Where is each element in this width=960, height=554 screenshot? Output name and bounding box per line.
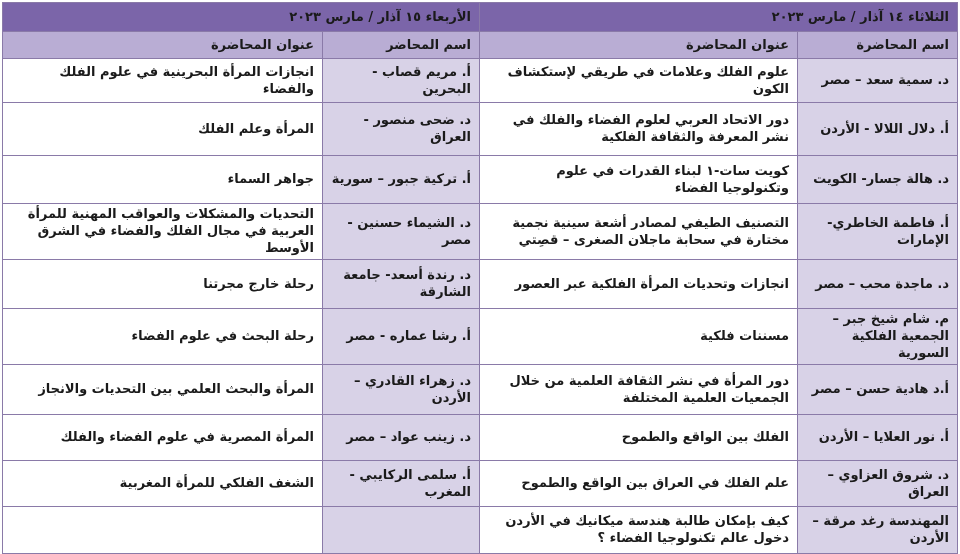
speaker-name-day2: أ. سلمى الركايبي - المغرب: [323, 461, 480, 507]
lecture-title-day2: رحلة البحث في علوم الفضاء: [3, 309, 323, 365]
speaker-name-day2: د. ضحى منصور - العراق: [323, 103, 480, 156]
lecture-schedule-table: [2, 2, 958, 554]
table-row: [3, 156, 958, 204]
speaker-name-day2: د. زينب عواد – مصر: [323, 415, 480, 461]
col-title-day1: عنوان المحاضرة: [480, 32, 798, 59]
col-speaker-day1: اسم المحاضرة: [798, 32, 958, 59]
table-row: [3, 103, 958, 156]
lecture-title-day1: دور المرأة في نشر الثقافة العلمية من خلال الجمعيات العلمية المختلفة: [480, 365, 798, 415]
speaker-name-day2: أ. مريم قصاب - البحرين: [323, 59, 480, 103]
table-row: [3, 461, 958, 507]
speaker-name-day2: د. زهراء القادري – الأردن: [323, 365, 480, 415]
table-row: [3, 415, 958, 461]
speaker-name-day1: د. هالة جسار- الكويت: [798, 156, 958, 204]
table-row: [3, 309, 958, 365]
col-speaker-day2: اسم المحاضر: [323, 32, 480, 59]
speaker-name-day1: أ. نور العلايا – الأردن: [798, 415, 958, 461]
lecture-title-day2: المرأة والبحث العلمي بين التحديات والانجاز: [3, 365, 323, 415]
lecture-title-day1: علم الفلك في العراق بين الواقع والطموح: [480, 461, 798, 507]
speaker-name-day2: [323, 507, 480, 554]
speaker-name-day2: د. رندة أسعد- جامعة الشارقة: [323, 260, 480, 309]
speaker-name-day2: أ. رشا عماره - مصر: [323, 309, 480, 365]
table-row: [3, 507, 958, 554]
speaker-name-day1: د. شروق العزاوي – العراق: [798, 461, 958, 507]
speaker-name-day1: أ. دلال اللالا - الأردن: [798, 103, 958, 156]
lecture-title-day1: التصنيف الطيفي لمصادر أشعة سينية نجمية مختارة في سحابة ماجلان الصغرى – قصِتي: [480, 204, 798, 260]
col-title-day2: عنوان المحاضرة: [3, 32, 323, 59]
lecture-title-day1: الفلك بين الواقع والطموح: [480, 415, 798, 461]
lecture-title-day2: جواهر السماء: [3, 156, 323, 204]
table-row: [3, 365, 958, 415]
speaker-name-day2: د. الشيماء حسنين - مصر: [323, 204, 480, 260]
lecture-title-day1: مسننات فلكية: [480, 309, 798, 365]
table-row: [3, 260, 958, 309]
lecture-title-day2: التحديات والمشكلات والعواقب المهنية للمرأة العربية في مجال الفلك والفضاء في الشرق الأوسط: [3, 204, 323, 260]
speaker-name-day1: د. ماجدة محب – مصر: [798, 260, 958, 309]
lecture-title-day2: المرأة المصرية في علوم الفضاء والفلك: [3, 415, 323, 461]
lecture-title-day2: [3, 507, 323, 554]
speaker-name-day1: أ. فاطمة الخاطري- الإمارات: [798, 204, 958, 260]
lecture-title-day1: كيف بإمكان طالبة هندسة ميكانيك في الأردن دخول عالم تكنولوجيا الفضاء ؟: [480, 507, 798, 554]
lecture-title-day1: دور الاتحاد العربي لعلوم الفضاء والفلك في نشر المعرفة والثقافة الفلكية: [480, 103, 798, 156]
lecture-title-day2: رحلة خارج مجرتنا: [3, 260, 323, 309]
lecture-title-day1: كويت سات-١ لبناء القدرات في علوم وتكنولوجيا الفضاء: [480, 156, 798, 204]
day2-header: الأربعاء ١٥ آذار / مارس ٢٠٢٣: [3, 3, 480, 32]
speaker-name-day2: أ. تركية جبور – سورية: [323, 156, 480, 204]
speaker-name-day1: م. شام شيخ جبر – الجمعية الفلكية السورية: [798, 309, 958, 365]
speaker-name-day1: د. سمية سعد – مصر: [798, 59, 958, 103]
lecture-title-day2: المرأة وعلم الفلك: [3, 103, 323, 156]
speaker-name-day1: أ.د هادية حسن – مصر: [798, 365, 958, 415]
table-row: [3, 59, 958, 103]
lecture-title-day1: انجازات وتحديات المرأة الفلكية عبر العصور: [480, 260, 798, 309]
day1-header: الثلاثاء ١٤ آذار / مارس ٢٠٢٣: [480, 3, 958, 32]
lecture-title-day1: علوم الفلك وعلامات في طريقي لإستكشاف الكون: [480, 59, 798, 103]
lecture-title-day2: الشغف الفلكي للمرأة المغربية: [3, 461, 323, 507]
table-row: [3, 204, 958, 260]
lecture-title-day2: انجازات المرأة البحرينية في علوم الفلك والفضاء: [3, 59, 323, 103]
speaker-name-day1: المهندسة رغد مرقة – الأردن: [798, 507, 958, 554]
